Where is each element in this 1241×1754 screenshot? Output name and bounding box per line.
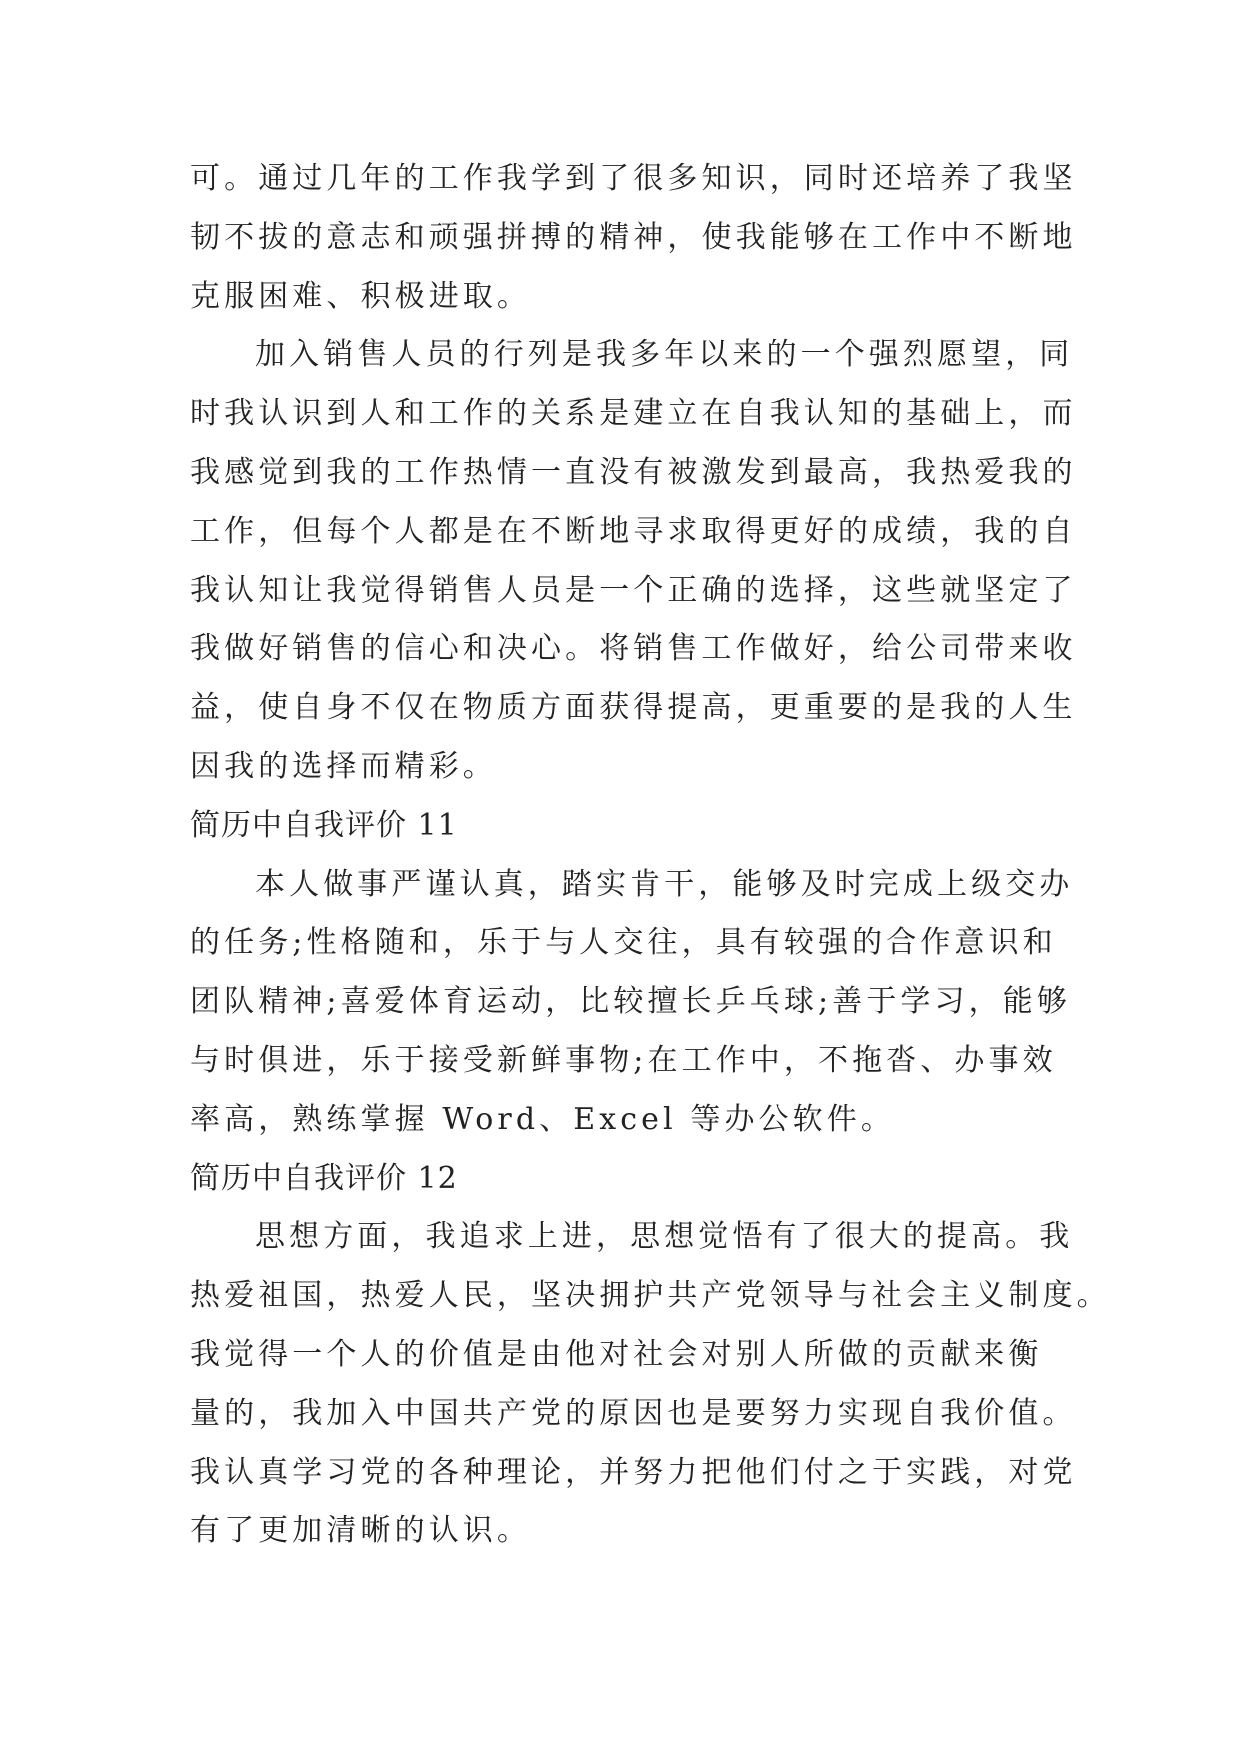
text-line: 韧不拔的意志和顽强拼搏的精神，使我能够在工作中不断地 (190, 219, 1077, 255)
text-line: 可。通过几年的工作我学到了很多知识，同时还培养了我坚 (190, 161, 1077, 196)
text-line: 有了更加清晰的认识。 (190, 1513, 531, 1549)
text-line: 我认知让我觉得销售人员是一个正确的选择，这些就坚定了 (190, 572, 1077, 608)
text-line: 我认真学习党的各种理论，并努力把他们付之于实践，对党 (190, 1454, 1077, 1490)
section-heading-12: 简历中自我评价 12 (190, 1160, 458, 1196)
text-line: 思想方面，我追求上进，思想觉悟有了很大的提高。我 (255, 1219, 1074, 1255)
text-line: 团队精神;喜爱体育运动，比较擅长乒乓球;善于学习，能够 (190, 984, 1071, 1020)
text-line: 量的，我加入中国共产党的原因也是要努力实现自我价值。 (190, 1395, 1077, 1431)
paragraph-self-evaluation-12 (190, 1208, 1111, 1561)
text-line: 本人做事严谨认真，踏实肯干，能够及时完成上级交办 (255, 866, 1074, 902)
document-page (190, 150, 1111, 1561)
text-line: 加入销售人员的行列是我多年以来的一个强烈愿望，同 (255, 337, 1074, 373)
text-line: 我觉得一个人的价值是由他对社会对别人所做的贡献来衡 (190, 1336, 1043, 1372)
paragraph-sales-aspiration (190, 326, 1077, 796)
text-line: 的任务;性格随和，乐于与人交往，具有较强的合作意识和 (190, 925, 1057, 961)
text-line: 我做好销售的信心和决心。将销售工作做好，给公司带来收 (190, 631, 1077, 667)
section-heading-11: 简历中自我评价 11 (190, 807, 458, 843)
text-line: 率高，熟练掌握 Word、Excel 等办公软件。 (190, 1101, 895, 1137)
text-line: 克服困难、积极进取。 (190, 278, 531, 314)
paragraph-self-evaluation-11 (190, 856, 1074, 1150)
text-line: 益，使自身不仅在物质方面获得提高，更重要的是我的人生 (190, 690, 1077, 726)
text-line: 热爱祖国，热爱人民，坚决拥护共产党领导与社会主义制度。 (190, 1278, 1111, 1314)
paragraph-continuation (190, 150, 1077, 326)
text-line: 我感觉到我的工作热情一直没有被激发到最高，我热爱我的 (190, 454, 1077, 490)
text-line: 工作，但每个人都是在不断地寻求取得更好的成绩，我的自 (190, 513, 1077, 549)
text-line: 时我认识到人和工作的关系是建立在自我认知的基础上，而 (190, 396, 1077, 432)
text-line: 因我的选择而精彩。 (190, 748, 497, 784)
text-line: 与时俱进，乐于接受新鲜事物;在工作中，不拖沓、办事效 (190, 1042, 1057, 1078)
